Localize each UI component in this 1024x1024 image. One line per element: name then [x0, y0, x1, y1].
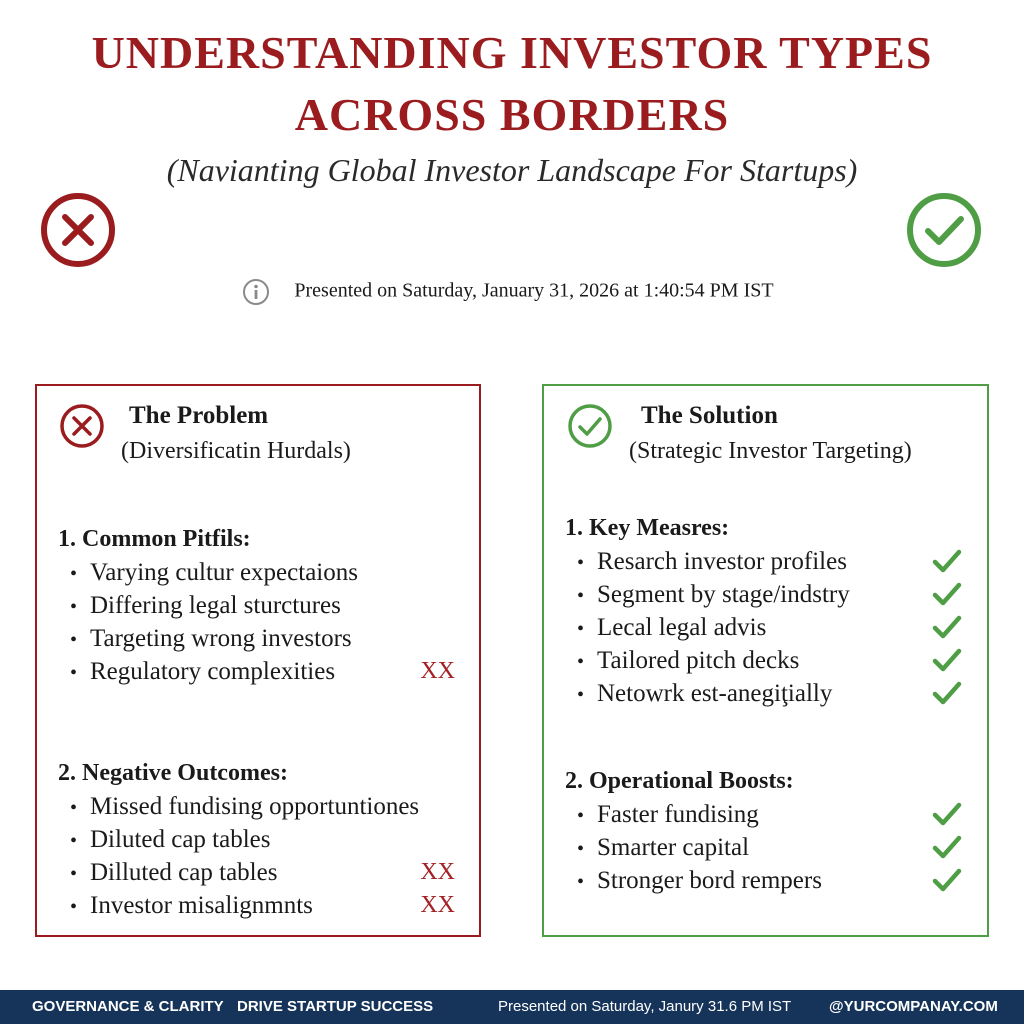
- bullet: •: [577, 684, 585, 706]
- list-item: • Netowrk est-anegiţially: [565, 677, 967, 710]
- bullet: •: [70, 896, 78, 918]
- list-item: • Lecal legal advis: [565, 611, 967, 644]
- page-title-line-2: ACROSS BORDERS: [294, 89, 730, 140]
- list-item: • Dilluted cap tables XX: [58, 856, 459, 889]
- solution-subtitle: (Strategic Investor Targeting): [629, 438, 912, 464]
- check-icon: [931, 580, 963, 608]
- list-item: • Tailored pitch decks: [565, 644, 967, 677]
- check-icon: [931, 800, 963, 828]
- problem-section-pitfalls: [58, 522, 459, 688]
- section-heading: 1. Common Pitfils:: [58, 526, 251, 552]
- solution-title: The Solution: [641, 402, 778, 429]
- list-item: • Smarter capital: [565, 831, 967, 864]
- problem-section-outcomes: [58, 756, 459, 922]
- bullet: •: [577, 585, 585, 607]
- check-icon: [931, 646, 963, 674]
- footer-website-link[interactable]: @YURCOMPANAY.COM: [829, 998, 998, 1015]
- footer-presented: Presented on Saturday, Janury 31.6 PM IST: [498, 998, 792, 1015]
- bullet: •: [70, 662, 78, 684]
- x-circle-icon: [40, 192, 116, 268]
- problem-subtitle: (Diversificatin Hurdals): [121, 438, 351, 464]
- footer-tagline-1: GOVERNANCE & CLARITY: [32, 998, 224, 1015]
- check-icon: [931, 547, 963, 575]
- solution-section-boosts: [565, 764, 967, 897]
- footer-bar: [0, 990, 1024, 1024]
- bullet: •: [70, 596, 78, 618]
- xx-mark: XX: [420, 859, 455, 885]
- solution-section-measures: [565, 511, 967, 710]
- section-heading: 1. Key Measres:: [565, 515, 730, 541]
- footer-tagline-2: DRIVE STARTUP SUCCESS: [237, 998, 434, 1015]
- bullet: •: [70, 629, 78, 651]
- list-item: • Stronger bord rempers: [565, 864, 967, 897]
- bullet: •: [70, 563, 78, 585]
- xx-mark: XX: [420, 892, 455, 918]
- bullet: •: [577, 651, 585, 673]
- bullet: •: [577, 871, 585, 893]
- check-circle-icon: [906, 192, 982, 268]
- list-item: • Investor misalignmnts XX: [58, 889, 459, 922]
- list-item: • Targeting wrong investors: [58, 622, 459, 655]
- list-item: • Regulatory complexities XX: [58, 655, 459, 688]
- presented-text: Presented on Saturday, January 31, 2026 at 1:40:54 PM IST: [294, 279, 774, 302]
- bullet: •: [70, 830, 78, 852]
- list-item: • Segment by stage/indstry: [565, 578, 967, 611]
- presented-line: [0, 278, 1024, 306]
- list-item: • Missed fundising opportuntiones: [58, 790, 459, 823]
- bullet: •: [577, 552, 585, 574]
- problem-panel: [35, 384, 481, 937]
- bullet: •: [70, 863, 78, 885]
- problem-title: The Problem: [129, 402, 269, 429]
- section-heading: 2. Negative Outcomes:: [58, 760, 288, 786]
- list-item: • Varying cultur expectaions: [58, 556, 459, 589]
- check-icon: [931, 833, 963, 861]
- list-item: • Diluted cap tables: [58, 823, 459, 856]
- list-item: • Differing legal sturctures: [58, 589, 459, 622]
- xx-mark: XX: [420, 658, 455, 684]
- info-icon: [242, 278, 270, 306]
- bullet: •: [577, 838, 585, 860]
- check-circle-icon: [567, 403, 613, 449]
- section-heading: 2. Operational Boosts:: [565, 768, 794, 794]
- page-title-line-1: UNDERSTANDING INVESTOR TYPES: [91, 27, 933, 78]
- bullet: •: [70, 797, 78, 819]
- check-icon: [931, 679, 963, 707]
- page-subtitle: (Navianting Global Investor Landscape For Startups): [166, 152, 858, 188]
- bullet: •: [577, 618, 585, 640]
- list-item: • Faster fundising: [565, 798, 967, 831]
- solution-panel: [542, 384, 989, 937]
- check-icon: [931, 613, 963, 641]
- bullet: •: [577, 805, 585, 827]
- check-icon: [931, 866, 963, 894]
- x-circle-icon: [59, 403, 105, 449]
- list-item: • Resarch investor profiles: [565, 545, 967, 578]
